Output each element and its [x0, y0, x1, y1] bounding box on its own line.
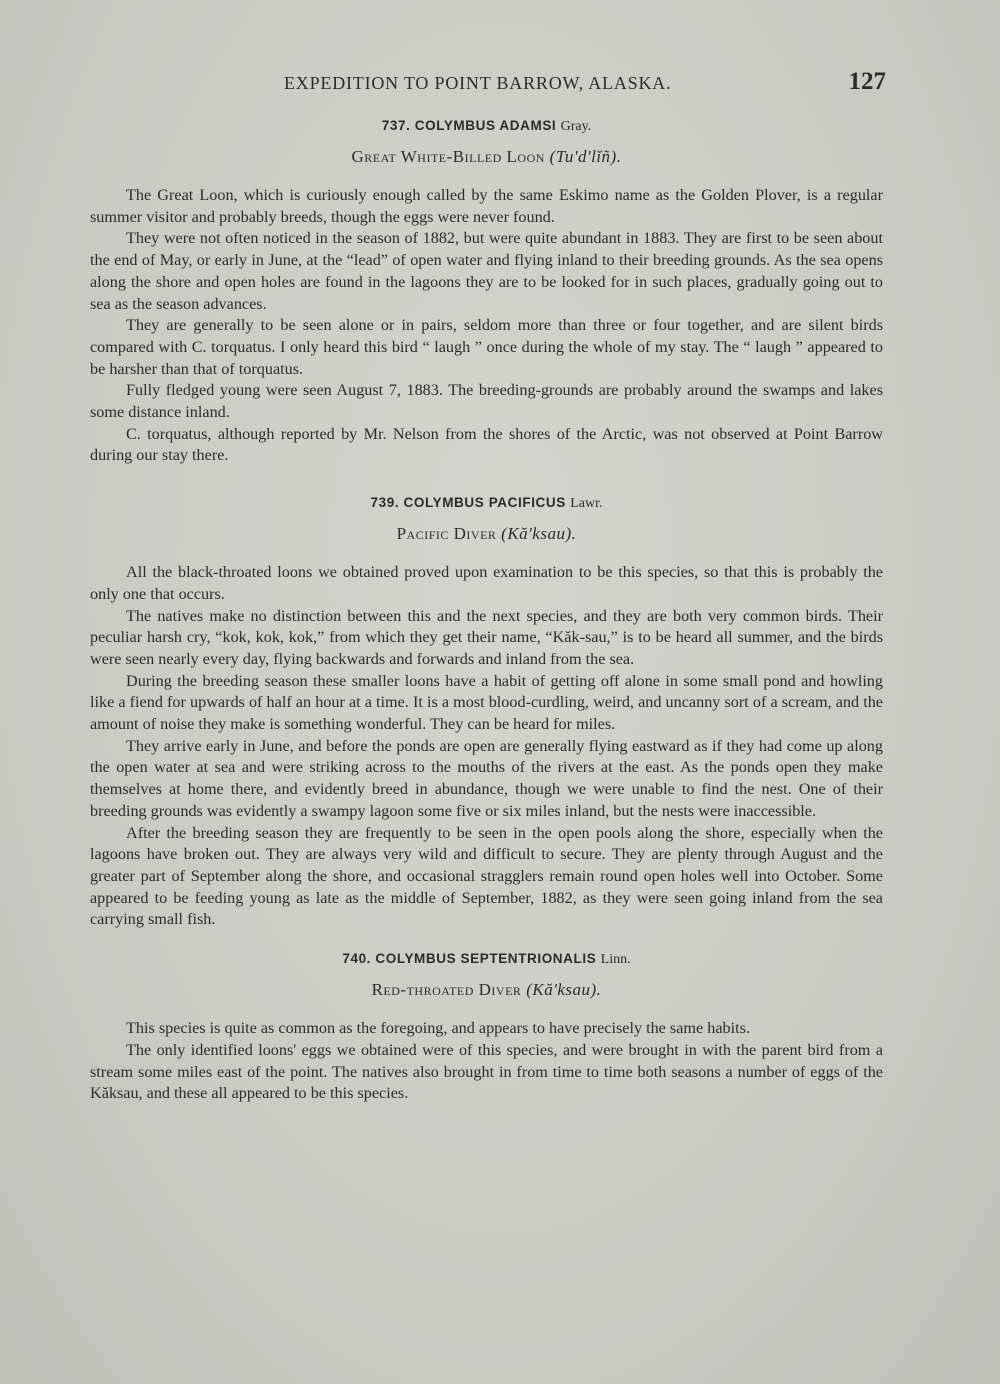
section-gap — [90, 467, 883, 495]
paragraph: They were not often noticed in the season of 1882, but were quite abundant in 1883. They are first to be seen about the end of May, or early in June, at the “lead” of open water and flying inland to their breeding grounds. As the sea opens along the shore and open holes are found in the lagoons they are to be looked for in such places, gradually going out to sea as the season advances. — [90, 229, 883, 313]
paragraph: During the breeding season these smaller loons have a habit of getting off alone in some small pond and howling like a fiend for upwards of half an hour at a time. It is a most blood-curdling, weird, and uncanny sort of a scream, and the amount of noise they make is something wonderful. They can be heard for miles. — [90, 671, 883, 734]
common-name-text: Pacific Diver — [396, 524, 497, 544]
paragraph: After the breeding season they are frequently to be seen in the open pools along the shore, especially when the lagoons have broken out. They are always very wild and difficult to secure. They are plenty through August and the greater part of September along the shore, and occasional stragglers remain round open holes well into October. Some appeared to be feeding young as late as the middle of September, 1882, as they were seen going inland from the sea carrying small fish. — [90, 823, 883, 929]
species-section-737 — [90, 118, 883, 467]
species-authority: Gray. — [560, 119, 592, 134]
paragraph: The natives make no distinction between this and the next species, and they are both very common birds. Their peculiar harsh cry, “kok, kok, kok,” from which they get their name, “Kăk-sau,” is to be heard all summer, and the birds were seen nearly every day, flying backwards and forwards and inland from the sea. — [90, 606, 883, 668]
paragraph: The only identified loons' eggs we obtained were of this species, and were brought in with the parent bird from a stream some miles east of the point. The natives also brought in from time to time both seasons a number of eggs of the Kăksau, and these all appeared to be this species. — [90, 1040, 883, 1103]
common-name — [90, 524, 883, 544]
common-name — [90, 980, 883, 1000]
section-gap — [90, 931, 883, 951]
species-heading — [90, 118, 883, 135]
species-authority: Linn. — [600, 952, 631, 968]
page-content — [90, 118, 883, 1105]
paragraph: They are generally to be seen alone or in pairs, seldom more than three or four together, and are silent birds compared with C. torquatus. I only heard this bird “ laugh ” once during the whole of my stay. The “ laugh ” appeared to be harsher than that of torquatus. — [90, 316, 883, 378]
page-number: 127 — [848, 68, 886, 95]
species-heading — [90, 495, 883, 512]
paragraph: C. torquatus, although reported by Mr. Nelson from the shores of the Arctic, was not observed at Point Barrow during our stay there. — [90, 424, 883, 465]
common-name-text: Great White-Billed Loon — [351, 147, 545, 166]
running-head — [88, 70, 888, 100]
species-number-name: 737. COLYMBUS ADAMSI — [381, 118, 557, 133]
native-name: (Tu'd'lĭñ). — [549, 147, 622, 166]
running-title: EXPEDITION TO POINT BARROW, ALASKA. — [284, 73, 672, 93]
common-name — [90, 147, 883, 167]
paragraph: This species is quite as common as the foregoing, and appears to have precisely the same habits. — [126, 1019, 750, 1038]
species-number-name: 740. COLYMBUS SEPTENTRIONALIS — [342, 951, 597, 967]
species-section-739 — [90, 495, 883, 931]
species-section-740 — [90, 951, 883, 1105]
species-authority: Lawr. — [570, 496, 603, 512]
species-number-name: 739. COLYMBUS PACIFICUS — [370, 495, 566, 511]
paragraph: The Great Loon, which is curiously enough called by the same Eskimo name as the Golden Plover, is a regular summer visitor and probably breeds, though the eggs were never found. — [90, 186, 883, 226]
native-name: (Kă'ksau). — [501, 524, 577, 544]
common-name-text: Red-throated Diver — [371, 980, 522, 1000]
native-name: (Kă'ksau). — [526, 980, 602, 1000]
paragraph: They arrive early in June, and before the ponds are open are generally flying eastward as if they had come up along the open water at sea and were striking across to the mouths of the rivers at the east. As the ponds open they make themselves at home there, and evidently breed in abundance, though we were unable to find the nest. One of their breeding grounds was evidently a swampy lagoon some five or six miles inland, but the nests were inaccessible. — [90, 736, 883, 820]
paragraph: All the black-throated loons we obtained proved upon examination to be this species, so that this is probably the only one that occurs. — [90, 563, 883, 603]
species-heading — [90, 951, 883, 968]
paragraph: Fully fledged young were seen August 7, 1883. The breeding-grounds are probably around the swamps and lakes some distance inland. — [90, 381, 883, 422]
